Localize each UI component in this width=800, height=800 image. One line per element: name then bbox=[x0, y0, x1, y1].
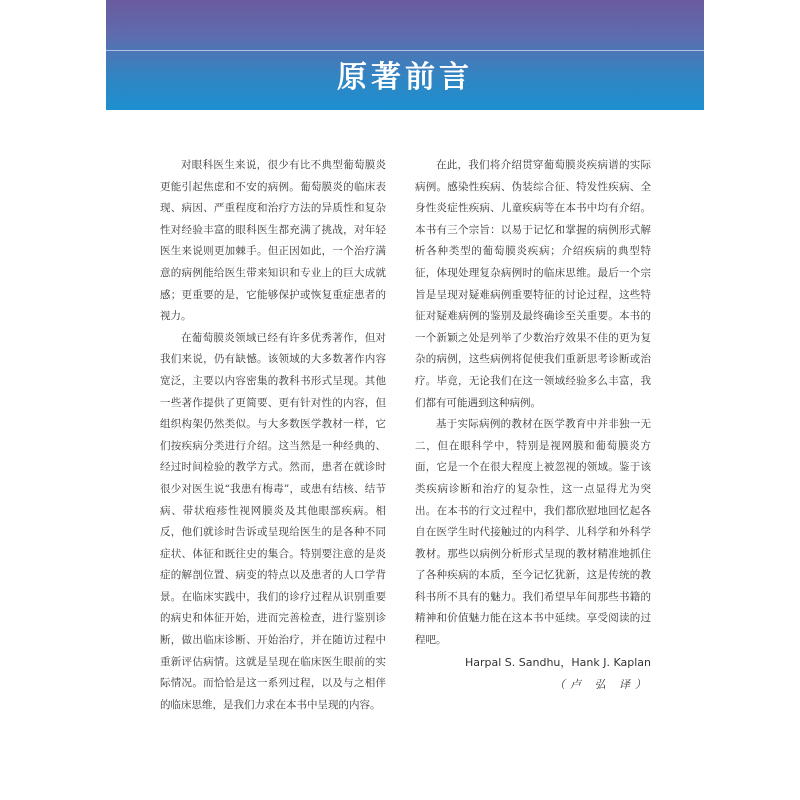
page-title: 原著前言 bbox=[337, 60, 473, 95]
right-paragraph-1: 在此，我们将介绍贯穿葡萄膜炎疾病谱的实际病例。感染性疾病、伪装综合征、特发性疾病、全身性炎症性疾病、儿童疾病等在本书中均有介绍。本书有三个宗旨：以易于记忆和掌握的病例形式解析各种类型的葡萄膜炎疾病；介绍疾病的典型特征，体现处理复杂病例时的临床思维。最后一个宗旨是呈现对疑难病例重要特征的讨论过程，这些特征对疑难病例的鉴别及最终确诊至关重要。本书的一个新颖之处是列举了少数治疗效果不佳的更为复杂的病例，这些病例将促使我们重新思考诊断或治疗。毕竟，无论我们在这一领域经验多么丰富，我们都有可能遇到这种病例。 bbox=[415, 159, 651, 409]
right-paragraph-2: 基于实际病例的教材在医学教育中并非独一无二，但在眼科学中，特别是视网膜和葡萄膜炎方面，它是一个在很大程度上被忽视的领域。鉴于该类疾病诊断和治疗的复杂性，这一点显得尤为突出。在本书的行文过程中，我们都欣慰地回忆起各自在医学生时代接触过的内科学、儿科学和外科学教材。那些以病例分析形式呈现的教材精准地抓住了各种疾病的本质，至今记忆犹新，这是传统的教科书所不具有的魅力。我们希望早年间那些书籍的精神和价值魅力能在这本书中延续。享受阅读的过程吧。 bbox=[415, 418, 651, 647]
translator-credit: （卢 弘 译） bbox=[554, 677, 651, 691]
left-paragraph-2: 在葡萄膜炎领域已经有许多优秀著作，但对我们来说，仍有缺憾。该领域的大多数著作内容宽泛，主要以内容密集的教科书形式呈现。其他一些著作提供了更简要、更有针对性的内容，但组织构架仍然类似。与大多数医学教材一样，它们按疾病分类进行介绍。这当然是一种经典的、经过时间检验的教学方式。然而，患者在就诊时很少对医生说“我患有梅毒”，或患有结核、结节病、带状疱疹性视网膜炎及其他眼部疾病。相反，他们就诊时告诉或呈现给医生的是各种不同症状、体征和既往史的集合。特别要注意的是炎症的解剖位置、病变的特点以及患者的人口学背景。在临床实践中，我们的诊疗过程从识别重要的病史和体征开始，进而完善检查，进行鉴别诊断，做出临床诊断、开始治疗，并在随访过程中重新评估病情。这就是呈现在临床医生眼前的实际情况。而恰恰是这一系列过程，以及与之相伴的临床思维，是我们力求在本书中呈现的内容。 bbox=[160, 331, 386, 711]
left-column bbox=[160, 155, 386, 716]
left-paragraph-1: 对眼科医生来说，很少有比不典型葡萄膜炎更能引起焦虑和不安的病例。葡萄膜炎的临床表现、病因、严重程度和治疗方法的异质性和复杂性对经验丰富的眼科医生都充满了挑战，对年轻医生来说则更加棘手。但正因如此，一个治疗满意的病例能给医生带来知识和专业上的巨大成就感；更重要的是，它能够保护或恢复重症患者的视力。 bbox=[160, 159, 386, 323]
title-banner bbox=[106, 0, 704, 110]
banner-divider bbox=[106, 50, 704, 51]
author-signature: Harpal S. Sandhu，Hank J. Kaplan bbox=[464, 655, 651, 669]
right-column bbox=[415, 155, 651, 696]
